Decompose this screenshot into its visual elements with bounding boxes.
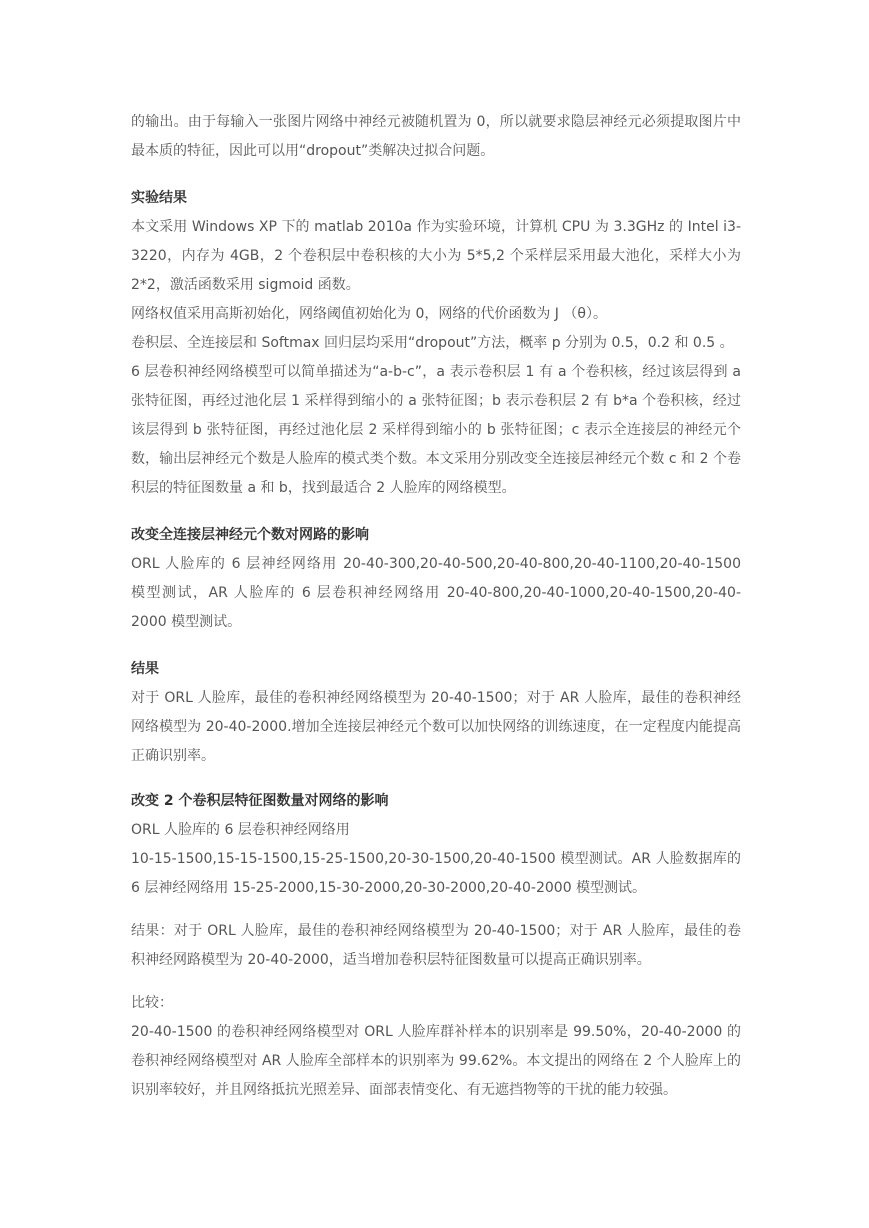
fc-result-paragraph: 对于 ORL 人脸库，最佳的卷积神经网络模型为 20-40-1500；对于 AR 人脸库，最佳的卷积神经网络模型为 20-40-2000.增加全连接层神经元个数可以加快网络的训练速度，在一定程度内能提高正确识别率。 [131, 690, 741, 764]
weights-init-paragraph: 网络权值采用高斯初始化，网络阈值初始化为 0，网络的代价函数为 J （θ）。 [131, 306, 607, 322]
experiment-results-heading: 实验结果 [131, 190, 187, 206]
fc-layer-heading: 改变全连接层神经元个数对网路的影响 [131, 527, 369, 543]
dropout-paragraph: 卷积层、全连接层和 Softmax 回归层均采用“dropout”方法，概率 p 分别为 0.5，0.2 和 0.5 。 [131, 335, 734, 351]
conv-layer-heading: 改变 2 个卷积层特征图数量对网络的影响 [131, 793, 389, 809]
model-description-paragraph: 6 层卷积神经网络模型可以简单描述为“a-b-c”，a 表示卷积层 1 有 a 个卷积核，经过该层得到 a 张特征图，再经过池化层 1 采样得到缩小的 a 张特征图；b 表示卷积层 2 有 b*a 个卷积核，经过该层得到 b 张特征图，再经过池化层 2 采样得到缩小的 b 张特征图；c 表示全连接层的神经元个数，输出层神经元个数是人脸库的模式类个数。本文采用分别改变全连接层神经元个数 c 和 2 个卷积层的特征图数量 a 和 b，找到最适合 2 人脸库的网络模型。 [131, 364, 741, 496]
experiment-environment-paragraph: 本文采用 Windows XP 下的 matlab 2010a 作为实验环境，计算机 CPU 为 3.3GHz 的 Intel i3-3220，内存为 4GB，2 个卷积层中卷积核的大小为 5*5,2 个采样层采用最大池化，采样大小为 2*2，激活函数采用 sigmoid 函数。 [131, 219, 741, 293]
compare-paragraph: 20-40-1500 的卷积神经网络模型对 ORL 人脸库群补样本的识别率是 99.50%，20-40-2000 的卷积神经网络模型对 AR 人脸库全部样本的识别率为 99.62%。本文提出的网络在 2 个人脸库上的识别率较好，并且网络抵抗光照差异、面部表情变化、有无遮挡物等的干扰的能力较强。 [131, 1024, 741, 1098]
intro-paragraph: 的输出。由于每输入一张图片网络中神经元被随机置为 0，所以就要求隐层神经元必须提取图片中最本质的特征，因此可以用“dropout”类解决过拟合问题。 [131, 114, 741, 159]
conv-orl-intro-line: ORL 人脸库的 6 层卷积神经网络用 [131, 822, 350, 838]
fc-tests-paragraph: ORL 人脸库的 6 层神经网络用 20-40-300,20-40-500,20-40-800,20-40-1100,20-40-1500 模型测试，AR 人脸库的 6 层卷积神经网络用 20-40-800,20-40-1000,20-40-1500,20-40-2000 模型测试。 [131, 556, 741, 630]
compare-heading: 比较： [131, 995, 173, 1011]
result-heading: 结果 [131, 661, 159, 677]
conv-result-paragraph: 结果：对于 ORL 人脸库，最佳的卷积神经网络模型为 20-40-1500；对于 AR 人脸库，最佳的卷积神经网路模型为 20-40-2000，适当增加卷积层特征图数量可以提高正确识别率。 [131, 923, 741, 968]
document-page [131, 108, 741, 1105]
conv-tests-paragraph: 10-15-1500,15-15-1500,15-25-1500,20-30-1500,20-40-1500 模型测试。AR 人脸数据库的 6 层神经网络用 15-25-2000,15-30-2000,20-30-2000,20-40-2000 模型测试。 [131, 851, 741, 896]
